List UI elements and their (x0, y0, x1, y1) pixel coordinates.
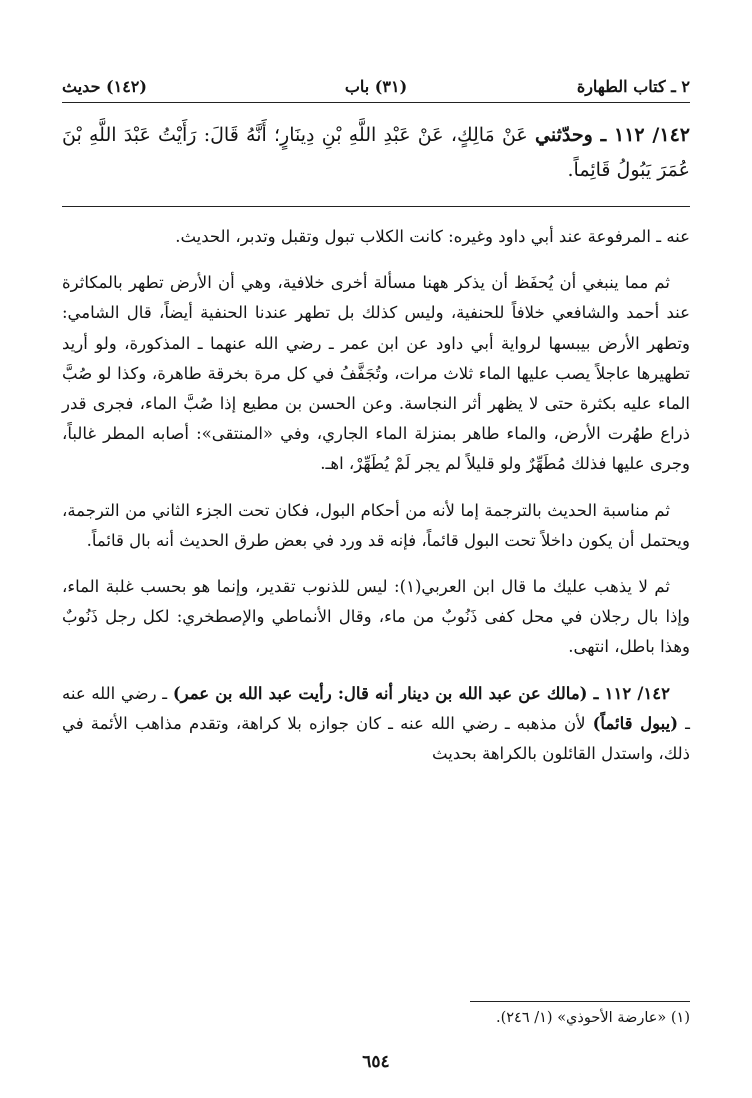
paragraph-5-text-a: ـ رضي الله عنه ـ (62, 683, 691, 733)
paragraph-5 (62, 679, 690, 770)
footnote-divider (470, 1001, 690, 1002)
paragraph-3: ثم مناسبة الحديث بالترجمة إما لأنه من أحكام البول، فكان تحت الجزء الثاني من الترجمة، ويحتمل أن يكون داخلاً تحت البول قائماً، فإنه قد ورد في بعض طرق الحديث أنه بال قائماً. (62, 500, 690, 550)
footnote: (١) «عارضة الأحوذي» (١/ ٢٤٦). (495, 1010, 690, 1026)
header-divider (62, 102, 690, 103)
running-header (62, 74, 690, 98)
commentary (62, 222, 690, 785)
paragraph-5-heading: ١٤٢/ ١١٢ ـ (مالك عن عبد الله بن دينار أنه قال: رأيت عبد الله بن عمر) (172, 683, 671, 703)
hadith-body: عَنْ مَالِكٍ، عَنْ عَبْدِ اللَّهِ بْنِ دِينَارٍ؛ أَنَّهُ قَالَ: رَأَيْتُ عَبْدَ اللَّهِ بْنَ عُمَرَ يَبُولُ قَائِماً. (62, 124, 690, 181)
paragraph-4: ثم لا يذهب عليك ما قال ابن العربي(١): ليس للذنوب تقدير، وإنما هو بحسب غلبة الماء، وإذا بال رجلان في محل كفى ذَنُوبٌ من ماء، وقال الأنماطي والإصطخري: لكل رجل ذَنُوبٌ وهذا باطل، انتهى. (62, 577, 690, 657)
paragraph-1: عنه ـ المرفوعة عند أبي داود وغيره: كانت الكلاب تبول وتقبل وتدبر، الحديث. (175, 227, 690, 246)
hadith-divider (62, 206, 690, 207)
paragraph-5-text-b: لأن مذهبه ـ رضي الله عنه ـ كان جوازه بلا كراهة، وتقدم مذاهب الأئمة في ذلك، واستدل القائلون بالكراهة بحديث (62, 713, 690, 764)
header-book-title: ٢ ـ كتاب الطهارة (576, 76, 690, 96)
paragraph-2: ثم مما ينبغي أن يُحفَظ أن يذكر ههنا مسألة أخرى خلافية، وهي أن الأرض تطهر بالمكاثرة عند أحمد والشافعي خلافاً للحنفية، وليس كذلك بل تطهر عندنا الحنفية أيضاً، قال الشامي: وتطهر الأرض بيبسها لرواية أبي داود عن ابن عمر ـ رضي الله عنهما ـ المذكورة، ولو أريد تطهيرها عاجلاً يصب عليها الماء ثلاث مرات، وتُجَفَّفُ في كل مرة بخرقة طاهرة، وكذا لو صُبَّ الماء عليه بكثرة حتى لا يظهر أثر النجاسة. وعن الحسن بن مطيع إذا صُبَّ الماء، فجرى قدر ذراع طهُرت الأرض، والماء طاهر بمنزلة الماء الجاري، وفي «المنتقى»: أصابه المطر غالباً، وجرى عليها فذلك مُطَهِّرٌ ولو قليلاً لم يجر لَمْ يُطَهِّرْ، اهـ. (62, 273, 690, 474)
hadith-text (62, 118, 690, 188)
page-number: ٦٥٤ (362, 1052, 390, 1072)
header-hadith-number: (١٤٢) حديث (62, 76, 147, 96)
paragraph-5-quote: (يبول قائماً) (592, 713, 679, 733)
hadith-lead: ١٤٢/ ١١٢ ـ وحدّثني (535, 124, 690, 146)
header-chapter: (٣١) باب (344, 76, 408, 96)
